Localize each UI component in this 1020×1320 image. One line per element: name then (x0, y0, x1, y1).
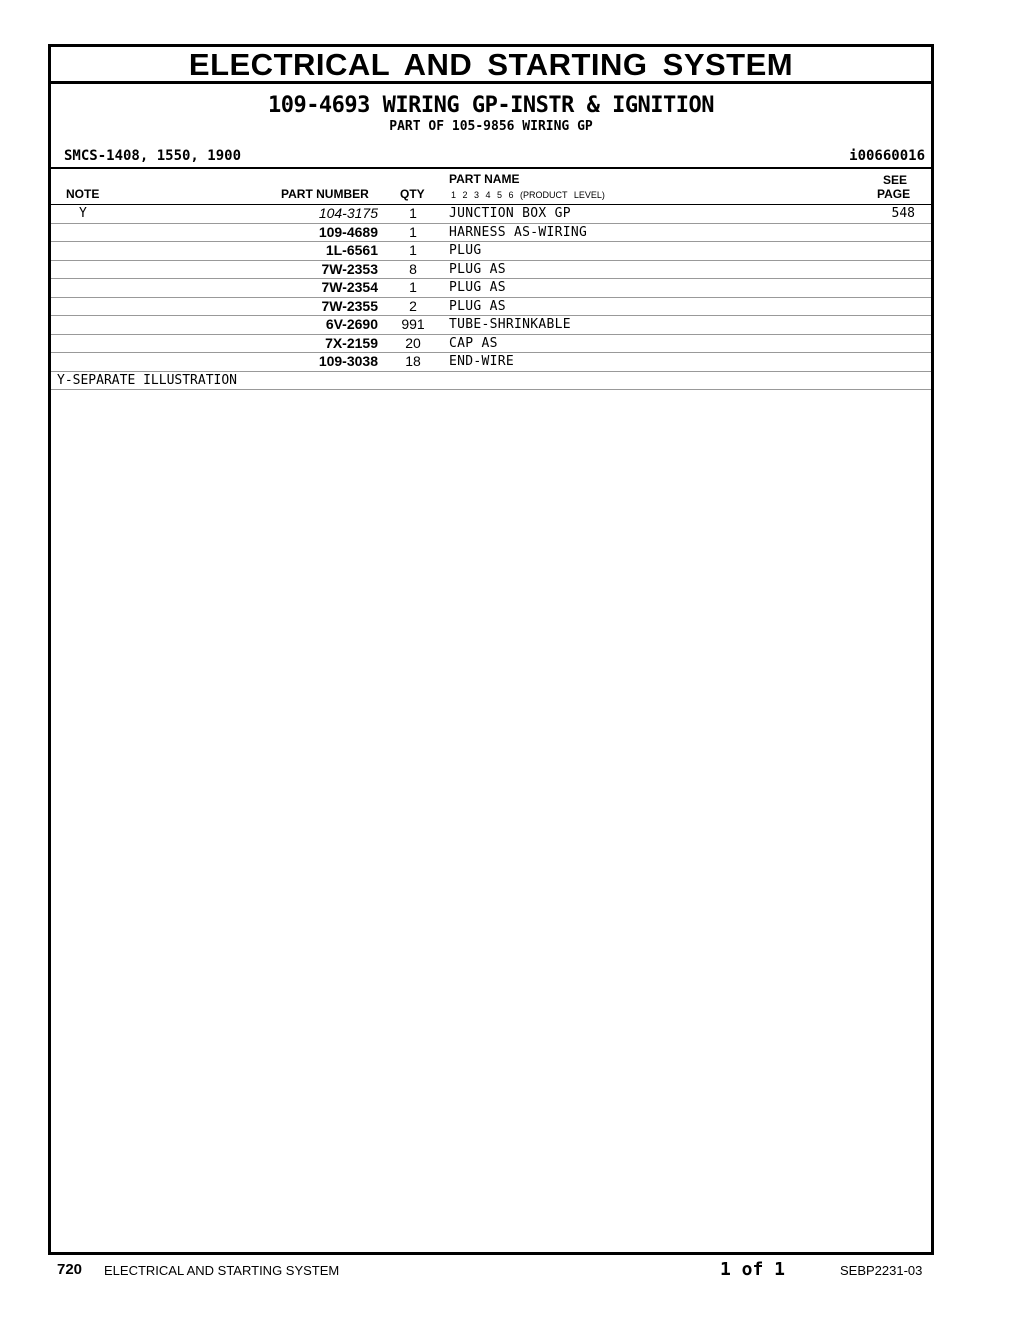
row-qty: 2 (409, 297, 417, 314)
row-part-number[interactable]: 109-4689 (318, 223, 378, 240)
row-part-name: CAP AS (449, 335, 498, 351)
page-frame (48, 44, 934, 1255)
row-part-name: PLUG AS (449, 298, 506, 314)
table-row (51, 279, 931, 298)
footnote-row (51, 372, 931, 391)
page-number: 720 (57, 1261, 83, 1278)
row-qty: 1 (409, 242, 417, 258)
row-part-number[interactable]: 7W-2354 (321, 279, 378, 295)
row-see-page[interactable]: 548 (891, 206, 915, 221)
col-product-levels: 1 2 3 4 5 6 (PRODUCT LEVEL) (451, 190, 605, 200)
table-row (51, 242, 931, 261)
row-qty: 1 (409, 205, 417, 221)
parts-table (51, 205, 931, 390)
smcs-codes: SMCS-1408, 1550, 1900 (64, 148, 242, 164)
column-header (51, 170, 931, 205)
row-part-number[interactable]: 7X-2159 (325, 334, 378, 351)
page-of-label: 1 of 1 (720, 1259, 786, 1280)
smcs-row (51, 147, 931, 169)
row-part-name: PLUG AS (449, 261, 506, 277)
table-row (51, 224, 931, 243)
row-part-name: PLUG AS (449, 280, 506, 295)
col-part-name: PART NAME (449, 172, 520, 186)
row-qty: 991 (401, 316, 425, 332)
row-part-number[interactable]: 109-3038 (318, 353, 378, 369)
table-row (51, 335, 931, 354)
col-part-number: PART NUMBER (281, 187, 369, 201)
row-part-name: TUBE-SHRINKABLE (449, 317, 571, 332)
row-qty: 1 (409, 279, 417, 295)
col-note: NOTE (66, 187, 100, 201)
table-row (51, 205, 931, 224)
row-qty: 20 (405, 334, 421, 351)
part-of-label: PART OF 105-9856 WIRING GP (389, 119, 593, 134)
row-part-name: PLUG (449, 243, 482, 258)
document-id: SEBP2231-03 (840, 1263, 923, 1278)
row-qty: 1 (409, 223, 417, 240)
row-part-name: JUNCTION BOX GP (449, 206, 571, 221)
table-row (51, 261, 931, 280)
row-part-number[interactable]: 7W-2353 (321, 260, 378, 277)
illustration-id: i00660016 (849, 148, 925, 164)
row-part-name: HARNESS AS-WIRING (449, 224, 588, 240)
col-qty: QTY (400, 187, 425, 201)
page-footer (0, 1259, 1020, 1283)
row-part-number[interactable]: 7W-2355 (321, 297, 378, 314)
row-note: Y (79, 206, 87, 221)
row-qty: 8 (409, 260, 417, 277)
row-part-name: END-WIRE (449, 354, 515, 369)
footer-section: ELECTRICAL AND STARTING SYSTEM (104, 1263, 340, 1278)
table-row (51, 298, 931, 317)
section-title: ELECTRICAL AND STARTING SYSTEM (51, 47, 931, 84)
group-title: 109-4693 WIRING GP-INSTR & IGNITION (267, 93, 715, 118)
row-qty: 18 (405, 353, 421, 369)
table-row (51, 316, 931, 335)
row-part-number[interactable]: 1L-6561 (325, 242, 378, 258)
row-part-number[interactable]: 6V-2690 (325, 316, 378, 332)
footnote: Y-SEPARATE ILLUSTRATION (57, 372, 238, 388)
col-see: SEE (883, 173, 908, 187)
row-part-number[interactable]: 104-3175 (318, 205, 378, 221)
col-page: PAGE (877, 187, 911, 201)
table-row (51, 353, 931, 372)
